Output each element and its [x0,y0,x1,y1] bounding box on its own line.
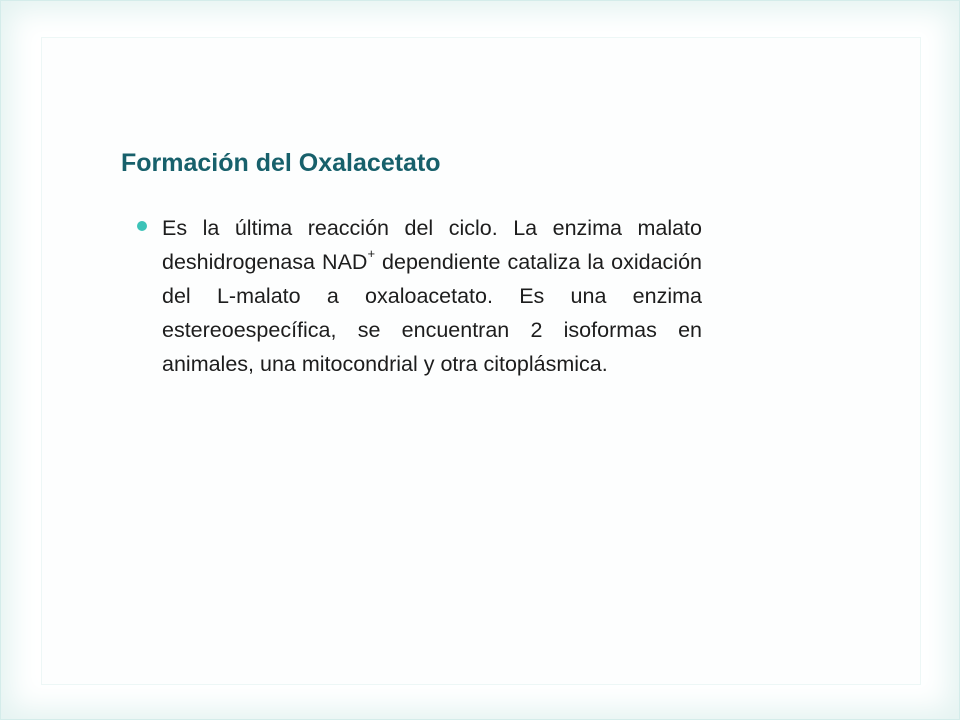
bullet-text-part2: dependiente cataliza la oxidación del L-malato a oxaloacetato. Es una enzima estereoespecífica, se encuentran 2 isoformas en animales, una mitocondrial y otra citoplásmica. [162,250,702,376]
bullet-text [162,211,702,381]
bullet-item [137,211,702,381]
slide-title: Formación del Oxalacetato [121,149,441,177]
bullet-list [137,211,702,381]
nad-superscript: + [367,245,376,261]
bullet-text-part1: Es la última reacción del ciclo. La enzima malato deshidrogenasa NAD [162,216,702,274]
bullet-dot-icon [137,221,147,231]
